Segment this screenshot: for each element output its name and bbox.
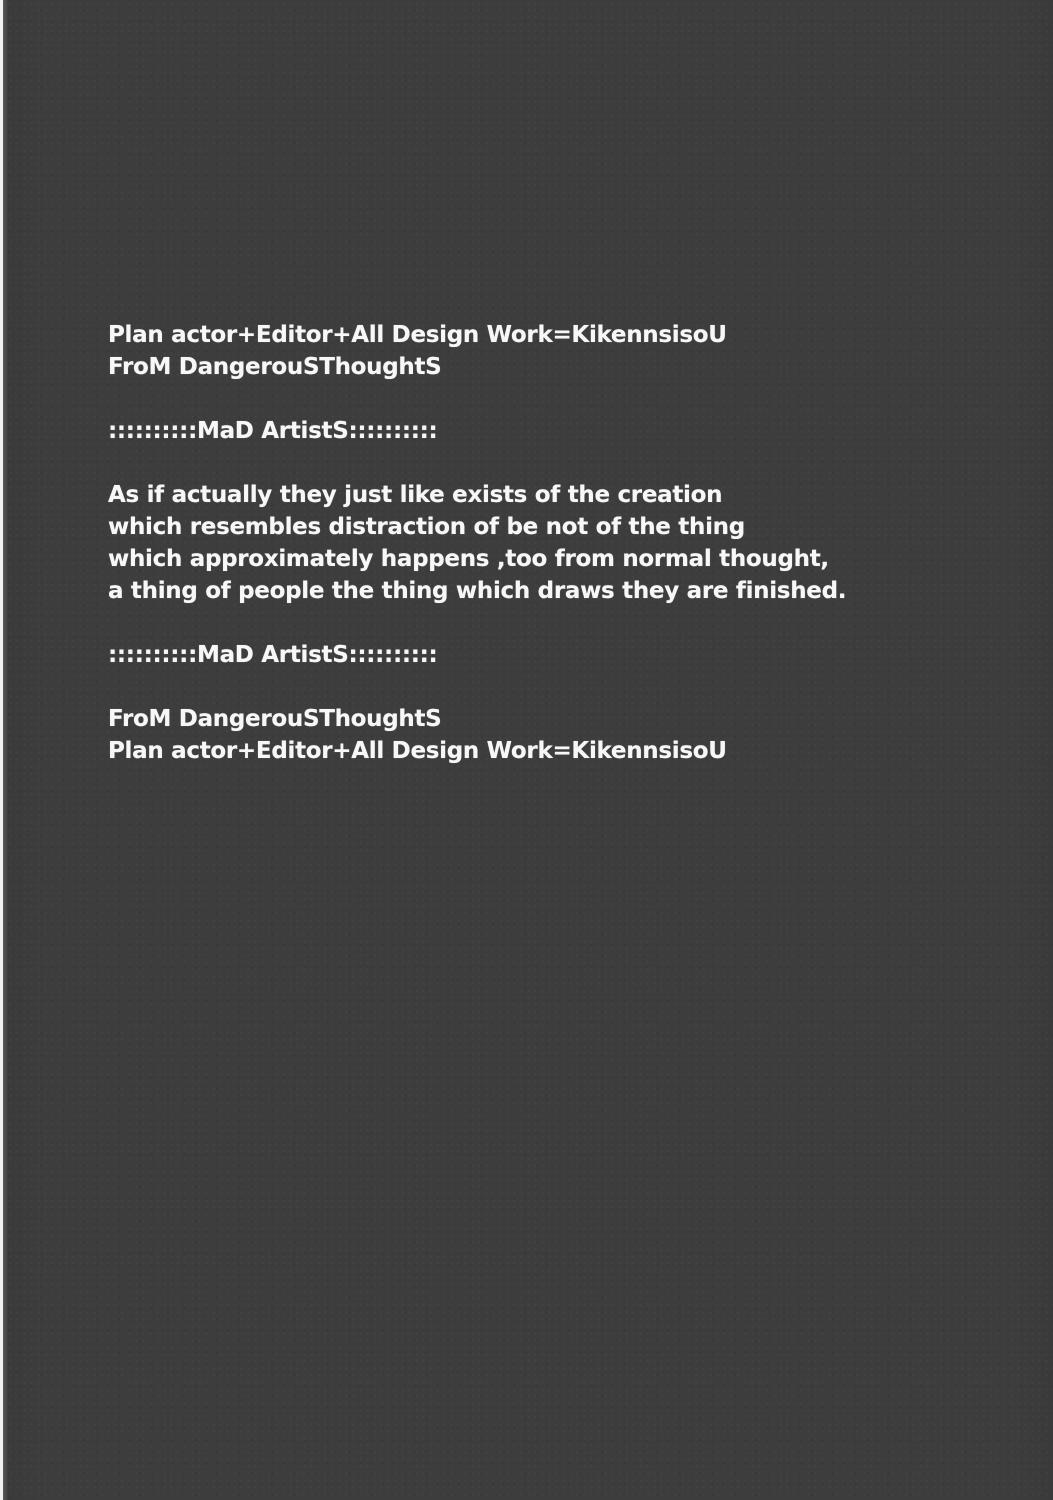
spacer (108, 447, 1008, 479)
statement-line-2: which resembles distraction of be not of the thing (108, 514, 745, 540)
credits-top-line-1: Plan actor+Editor+All Design Work=KikennsisoU (108, 322, 727, 348)
statement-line-3: which approximately happens ,too from normal thought, (108, 546, 829, 572)
credits-top-line-2: FroM DangerouSThoughtS (108, 354, 442, 380)
statement-line-1: As if actually they just like exists of the creation (108, 482, 723, 508)
spacer (108, 607, 1008, 639)
credits-text-block (108, 319, 1008, 767)
spacer (108, 383, 1008, 415)
credits-bottom-line-2: Plan actor+Editor+All Design Work=KikennsisoU (108, 738, 727, 764)
divider-bottom: ::::::::::MaD ArtistS:::::::::: (108, 642, 438, 668)
spacer (108, 671, 1008, 703)
statement-line-4: a thing of people the thing which draws they are finished. (108, 578, 847, 604)
credits-bottom-line-1: FroM DangerouSThoughtS (108, 706, 442, 732)
page-edge (0, 0, 8, 1500)
divider-top: ::::::::::MaD ArtistS:::::::::: (108, 418, 438, 444)
